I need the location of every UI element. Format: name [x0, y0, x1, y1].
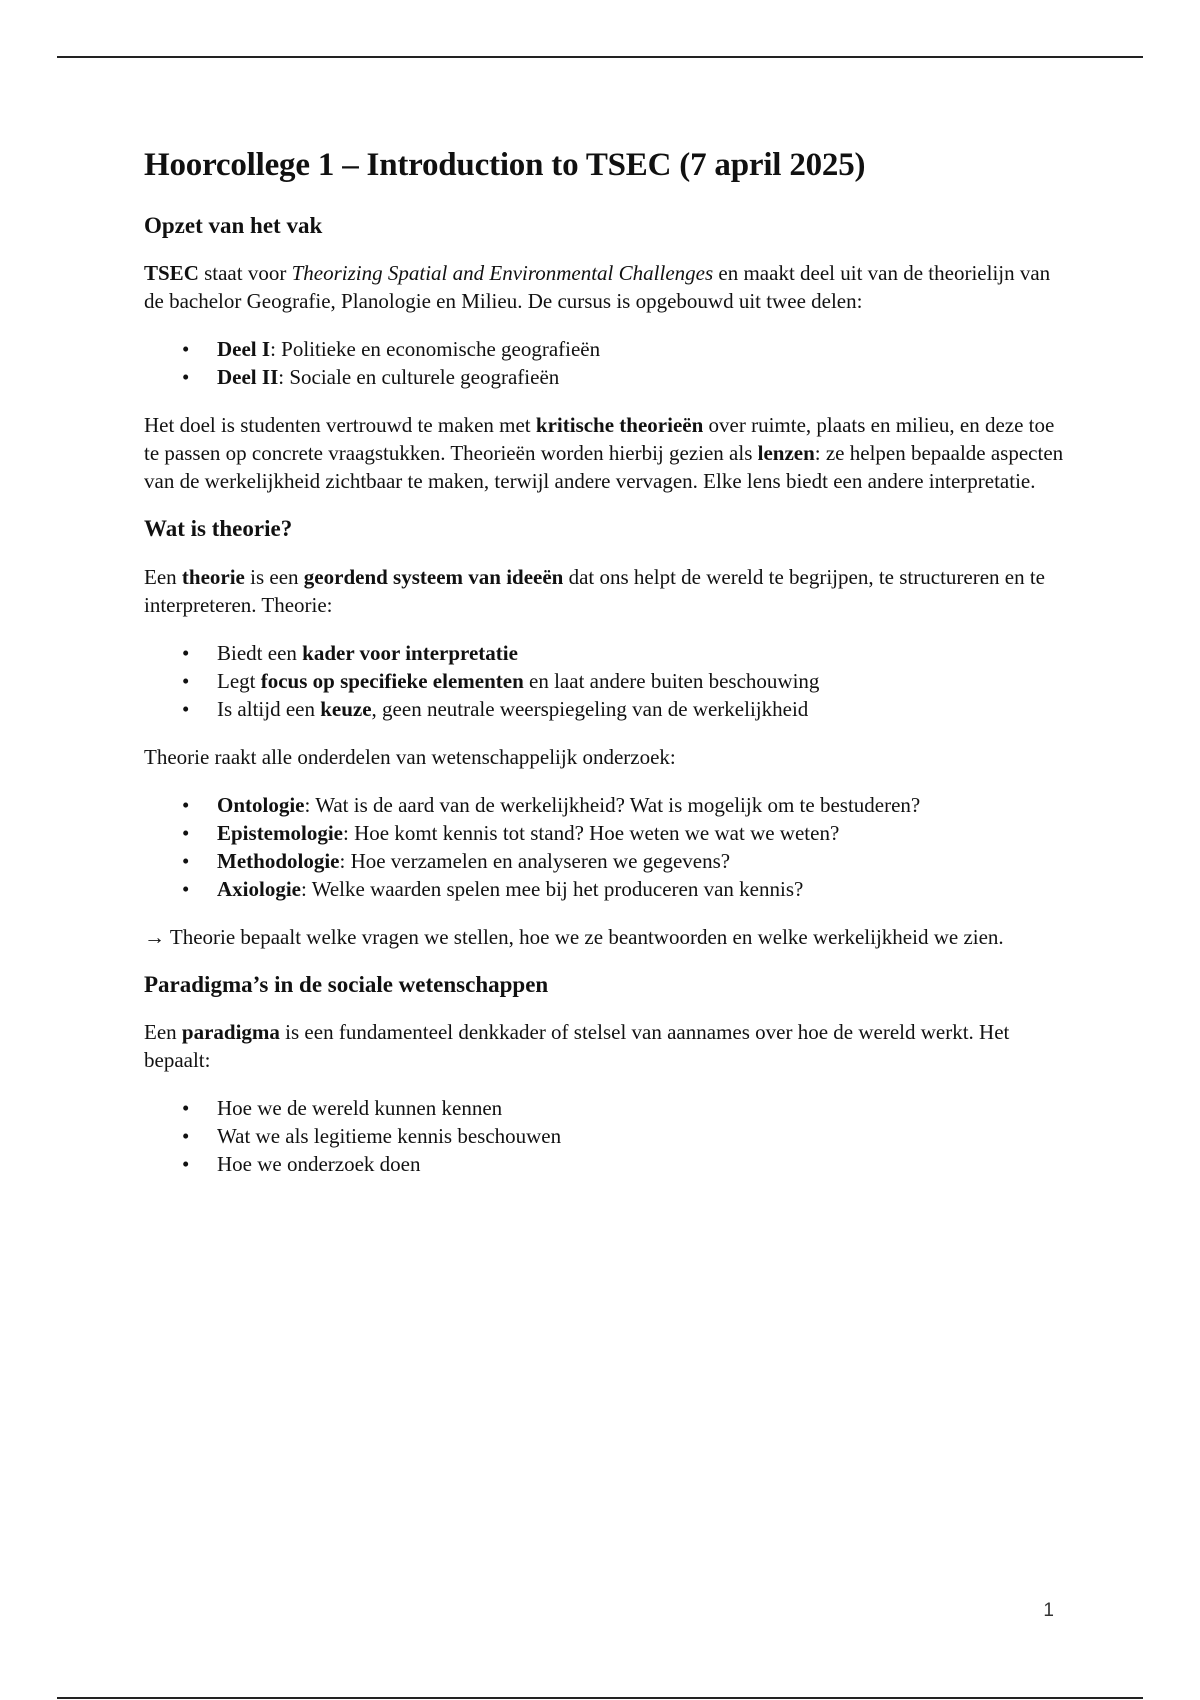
list-item: • Legt focus op specifieke elementen en laat andere buiten beschouwing — [182, 668, 820, 693]
bottom-rule — [57, 1697, 1143, 1699]
paragraph-theory-definition: Een theorie is een geordend systeem van ideeën dat ons helpt de wereld te begrijpen, te structureren en te interpreteren. Theorie: — [144, 564, 1046, 617]
list-item: • Methodologie: Hoe verzamelen en analyseren we gegevens? — [182, 848, 731, 873]
list-item: • Deel I: Politieke en economische geografieën — [182, 337, 601, 362]
document-body — [144, 146, 1064, 1198]
top-rule — [57, 56, 1143, 58]
list-item: • Wat we als legitieme kennis beschouwen — [182, 1124, 562, 1149]
document-title: Hoorcollege 1 – Introduction to TSEC (7 april 2025) — [144, 147, 866, 183]
list-item: • Deel II: Sociale en culturele geografieën — [182, 365, 560, 390]
list-item: • Ontologie: Wat is de aard van de werkelijkheid? Wat is mogelijk om te bestuderen? — [182, 792, 921, 817]
list-item: • Biedt een kader voor interpretatie — [182, 640, 518, 665]
list-item: • Axiologie: Welke waarden spelen mee bij het produceren van kennis? — [182, 876, 804, 901]
section-heading: Paradigma’s in de sociale wetenschappen — [144, 971, 549, 997]
bullet-icon: • — [182, 820, 190, 845]
bullet-icon: • — [182, 876, 190, 901]
research-dimensions-list — [144, 791, 1064, 903]
paradigm-effects-list — [144, 1094, 1064, 1178]
bullet-icon: • — [182, 337, 190, 362]
list-item: • Hoe we de wereld kunnen kennen — [182, 1096, 503, 1121]
bullet-icon: • — [182, 365, 190, 390]
theory-features-list — [144, 639, 1064, 723]
section-paradigmas — [144, 971, 1064, 1179]
paragraph-research-intro: Theorie raakt alle onderdelen van wetenschappelijk onderzoek: — [144, 744, 676, 769]
section-opzet — [144, 212, 1064, 496]
bullet-icon: • — [182, 1152, 190, 1177]
page-number: 1 — [1043, 1600, 1054, 1621]
section-heading: Wat is theorie? — [144, 516, 293, 542]
paragraph-conclusion: → Theorie bepaalt welke vragen we stellen, hoe we ze beantwoorden en welke werkelijkheid we zien. — [144, 924, 1004, 949]
bullet-icon: • — [182, 696, 190, 721]
section-wat-is-theorie — [144, 515, 1064, 951]
list-item: • Epistemologie: Hoe komt kennis tot stand? Hoe weten we wat we weten? — [182, 820, 840, 845]
bullet-icon: • — [182, 640, 190, 665]
bullet-icon: • — [182, 1096, 190, 1121]
paragraph-course-goal: Het doel is studenten vertrouwd te maken met kritische theorieën over ruimte, plaats en milieu, en deze toe te passen op concrete vraagstukken. Theorieën worden hierbij gezien als lenzen: ze helpen bepaalde aspecten van de werkelijkheid zichtbaar te maken, terwijl andere vervagen. Elke lens biedt een andere interpretatie. — [144, 413, 1064, 494]
section-heading: Opzet van het vak — [144, 212, 323, 238]
bullet-icon: • — [182, 668, 190, 693]
bullet-icon: • — [182, 848, 190, 873]
bullet-icon: • — [182, 1124, 190, 1149]
bullet-icon: • — [182, 792, 190, 817]
course-parts-list — [144, 335, 1064, 391]
paragraph-paradigm-definition: Een paradigma is een fundamenteel denkkader of stelsel van aannames over hoe de wereld werkt. Het bepaalt: — [144, 1020, 1010, 1073]
paragraph-tsec-intro: TSEC staat voor Theorizing Spatial and Environmental Challenges en maakt deel uit van de theorielijn van de bachelor Geografie, Planologie en Milieu. De cursus is opgebouwd uit twee delen: — [144, 261, 1051, 314]
list-item: • Is altijd een keuze, geen neutrale weerspiegeling van de werkelijkheid — [182, 696, 809, 721]
list-item: • Hoe we onderzoek doen — [182, 1152, 421, 1177]
